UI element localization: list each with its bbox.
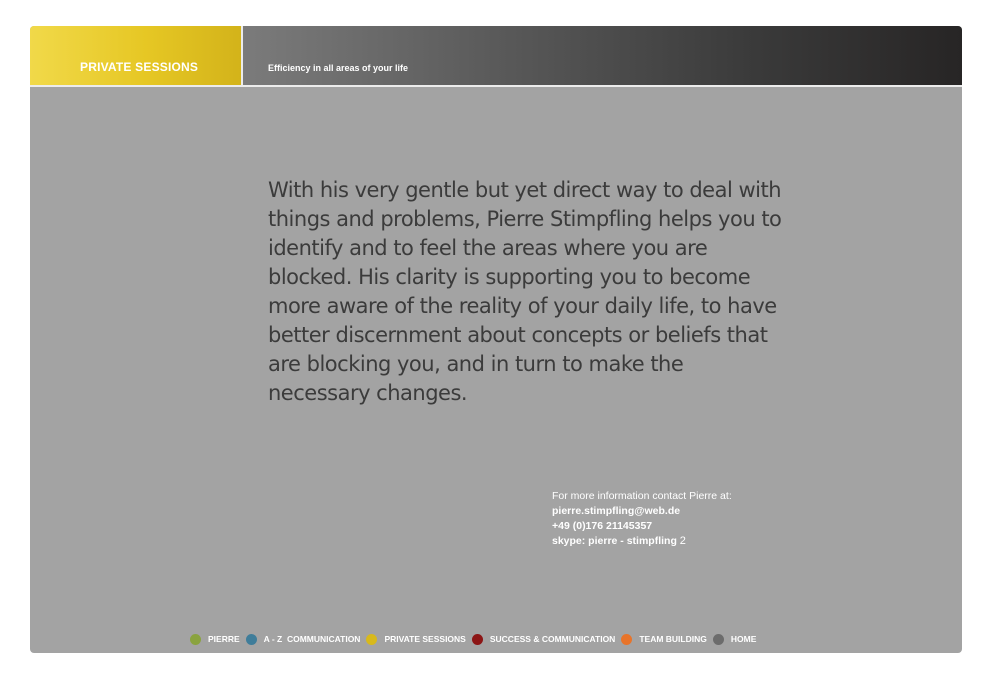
dot-icon — [713, 634, 724, 645]
nav-item-private-sessions[interactable] — [366, 634, 465, 645]
footer-nav — [190, 632, 762, 646]
dot-icon — [246, 634, 257, 645]
header-underline — [30, 85, 962, 87]
contact-phone: +49 (0)176 21145357 — [552, 520, 653, 532]
dot-icon — [366, 634, 377, 645]
dot-icon — [621, 634, 632, 645]
nav-item-label: PIERRE — [208, 634, 240, 644]
intro-quote: With his very gentle but yet direct way to deal with things and problems, Pierre Stimpfling helps you to identify and to feel the areas where you are blocked. His clarity is supporting you to become more aware of the reality of your daily life, to have better discernment about concepts or beliefs that are blocking you, and in turn to make the necessary changes. — [268, 178, 782, 405]
nav-item-label: PRIVATE SESSIONS — [384, 634, 466, 644]
header-bar — [30, 26, 962, 85]
contact-intro: For more information contact Pierre at: — [552, 490, 732, 502]
tagline: Efficiency in all areas of your life — [268, 63, 409, 73]
nav-item-success-communication[interactable] — [472, 634, 615, 645]
contact-email[interactable]: pierre.stimpfling@web.de — [552, 505, 681, 517]
dot-icon — [190, 634, 201, 645]
nav-item-a-z-communication[interactable] — [246, 634, 361, 645]
contact-skype: skype: pierre - stimpfling — [552, 535, 677, 547]
content-panel — [30, 26, 962, 653]
nav-item-team-building[interactable] — [621, 634, 707, 645]
tab-private-sessions[interactable] — [30, 26, 241, 85]
nav-item-home[interactable] — [713, 634, 757, 645]
nav-item-label: SUCCESS & COMMUNICATION — [489, 634, 616, 644]
tab-private-sessions-label: PRIVATE SESSIONS — [80, 60, 199, 74]
nav-item-label: TEAM BUILDING — [639, 634, 707, 644]
dot-icon — [472, 634, 483, 645]
nav-item-label: HOME — [730, 634, 757, 644]
nav-item-pierre[interactable] — [190, 634, 240, 645]
tagline-bar — [243, 26, 962, 85]
contact-block — [552, 489, 732, 549]
page-number: 2 — [679, 535, 686, 547]
nav-item-label: A - Z COMMUNICATION — [263, 634, 361, 644]
